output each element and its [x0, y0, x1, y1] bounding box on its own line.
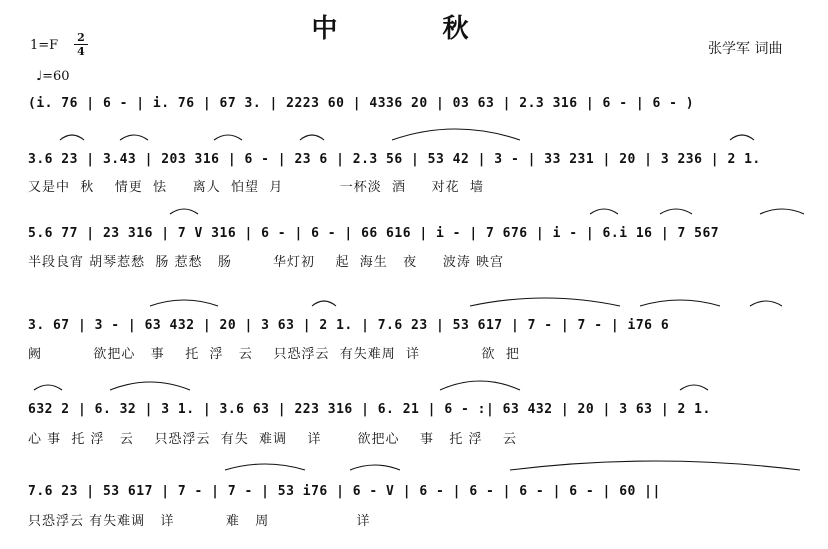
slur-arc: [110, 382, 190, 390]
slur-arc: [214, 135, 242, 140]
key-signature: 1=F: [30, 38, 59, 53]
slur-arc: [150, 300, 218, 306]
score-line-1-notes: (i. 76 | 6 - | i. 76 | 67 3. | 2223 60 | 4336 20 | 03 63 | 2.3 316 | 6 - | 6 - ): [28, 96, 695, 111]
slur-arc: [300, 135, 324, 140]
song-title: 中 秋: [311, 14, 517, 44]
slur-arc: [680, 385, 708, 390]
score-line-2-notes: 3.6 23 | 3.43 | 203 316 | 6 - | 23 6 | 2.3 56 | 53 42 | 3 - | 33 231 | 20 | 3 236 | 2 1.: [28, 152, 761, 167]
meter-numerator: 2: [77, 31, 85, 44]
slur-arc: [350, 465, 400, 470]
score-line-6-notes: 7.6 23 | 53 617 | 7 - | 7 - | 53 i76 | 6 - V | 6 - | 6 - | 6 - | 6 - | 60 ||: [28, 484, 661, 499]
score-line-5-lyrics: 心 事 托 浮 云 只恐浮云 有失 难调 详 欲把心 事 托 浮 云: [28, 432, 518, 447]
author-credit: 张学军 词曲: [708, 41, 783, 57]
score-line-3-lyrics: 半段良宵 胡琴惹愁 肠 惹愁 肠 华灯初 起 海生 夜 波涛 映宫: [28, 255, 504, 270]
slur-arc: [34, 385, 62, 390]
slur-arc: [440, 381, 520, 390]
slur-arc: [590, 209, 618, 214]
slur-arc: [750, 301, 782, 306]
slur-arc: [170, 209, 198, 214]
score-line-5-notes: 632 2 | 6. 32 | 3 1. | 3.6 63 | 223 316 | 6. 21 | 6 - :| 63 432 | 20 | 3 63 | 2 1.: [28, 402, 711, 417]
slur-arc: [392, 129, 520, 140]
slur-arc: [730, 135, 754, 140]
score-line-4-lyrics: 阙 欲把心 事 托 浮 云 只恐浮云 有失难周 详 欲 把: [28, 347, 520, 362]
score-line-4-notes: 3. 67 | 3 - | 63 432 | 20 | 3 63 | 2 1. | 7.6 23 | 53 617 | 7 - | 7 - | i76 6: [28, 318, 670, 333]
score-line-6-lyrics: 只恐浮云 有失难调 详 难 周 详: [28, 514, 371, 529]
slur-arc: [60, 135, 84, 140]
score-line-3-notes: 5.6 77 | 23 316 | 7 V 316 | 6 - | 6 - | 66 616 | i - | 7 676 | i - | 6.i 16 | 7 567: [28, 226, 720, 241]
tempo-marking: ♩=60: [36, 69, 70, 84]
slur-arc: [640, 300, 720, 306]
slur-arc: [510, 461, 800, 470]
score-line-2-lyrics: 又是中 秋 情更 怯 离人 怕望 月 一杯淡 酒 对花 墙: [28, 180, 484, 195]
slur-arc: [470, 298, 620, 306]
slur-arc: [225, 464, 305, 470]
slur-arc: [660, 209, 692, 214]
meter-denominator: 4: [77, 45, 85, 58]
slur-arc: [760, 209, 804, 214]
slur-arc: [120, 135, 148, 140]
slur-arc: [312, 301, 336, 306]
